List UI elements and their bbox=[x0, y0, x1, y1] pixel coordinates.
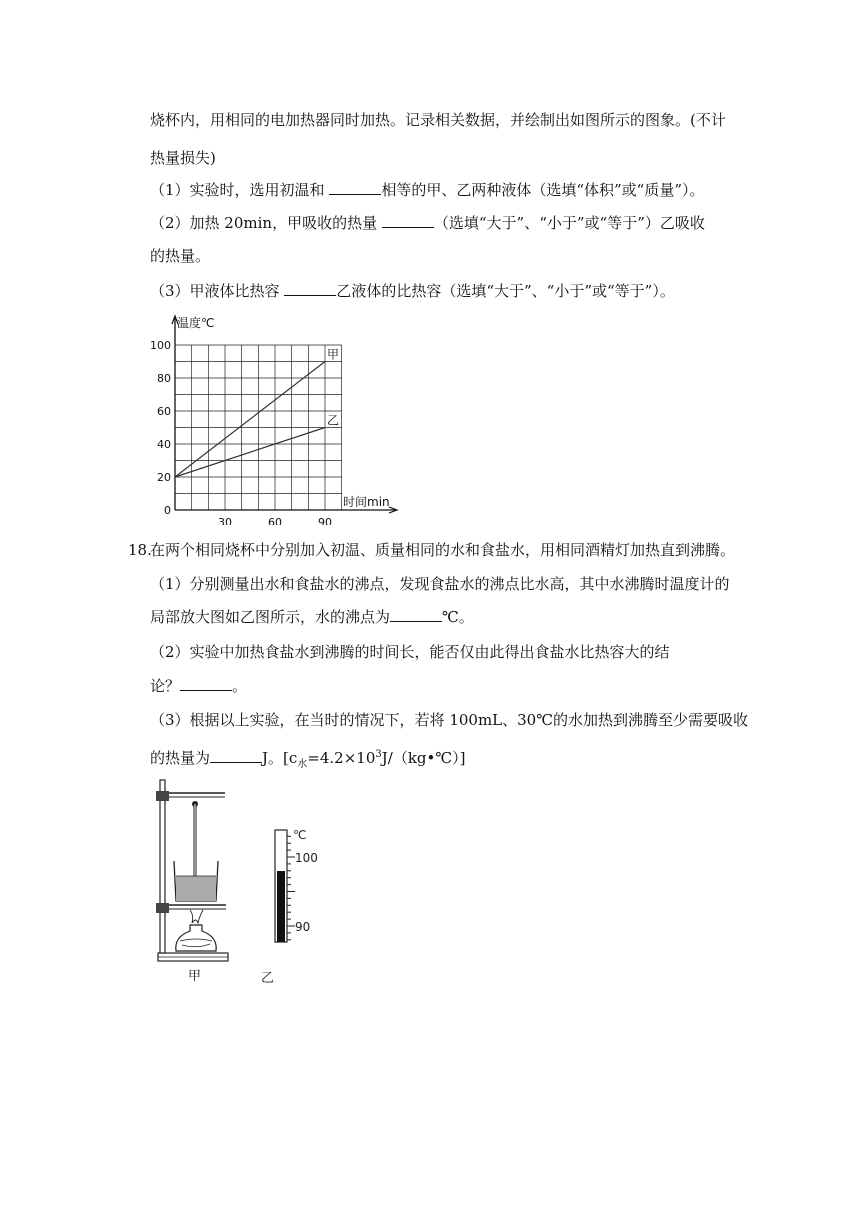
top-clamp bbox=[156, 791, 169, 801]
q17-sub3-post: 乙液体的比热容（选填“大于”、“小于”或“等于”）。 bbox=[336, 282, 675, 300]
q17-sub2-line2: 的热量。 bbox=[150, 247, 211, 265]
q17-sub3-pre: （3）甲液体比热容 bbox=[150, 282, 285, 300]
series-line bbox=[175, 362, 325, 478]
q18-sub2-pre: 论？ bbox=[150, 677, 181, 695]
beaker-water bbox=[176, 876, 216, 901]
y-tick-label: 80 bbox=[157, 372, 171, 385]
q18-sub1-line1: （1）分别测量出水和食盐水的沸点，发现食盐水的沸点比水高，其中水沸腾时温度计的 bbox=[150, 575, 730, 593]
q18-blank-3[interactable] bbox=[210, 748, 262, 763]
q18-number: 18. bbox=[128, 541, 152, 559]
y-axis-label: 温度℃ bbox=[177, 316, 215, 330]
x-tick-label: 60 bbox=[268, 516, 282, 525]
chart-series bbox=[175, 362, 325, 478]
figure-label-yi: 乙 bbox=[261, 971, 275, 986]
q18-sub3-line2 bbox=[150, 745, 466, 775]
y-tick-label: 40 bbox=[157, 438, 171, 451]
thermometer-closeup-figure bbox=[255, 825, 325, 990]
q18-sub1-line2 bbox=[150, 607, 474, 627]
q18-sub3-mid: J。[c bbox=[262, 749, 298, 767]
temperature-time-chart bbox=[140, 310, 430, 525]
q17-sub2-post: （选填“大于”、“小于”或“等于”）乙吸收 bbox=[433, 214, 705, 232]
thermometer-label-90: 90 bbox=[295, 920, 311, 934]
q17-text-line2: 热量损失) bbox=[150, 149, 216, 167]
chart-grid bbox=[175, 345, 342, 510]
series-label: 乙 bbox=[327, 413, 340, 428]
q17-sub1-pre: （1）实验时，选用初温和 bbox=[150, 181, 330, 199]
q17-sub3 bbox=[150, 281, 675, 301]
q18-sub1-post: ℃。 bbox=[442, 608, 474, 626]
mercury-column bbox=[277, 871, 285, 942]
q18-blank-1[interactable] bbox=[390, 607, 442, 622]
q18-sub1-pre: 局部放大图如乙图所示，水的沸点为 bbox=[150, 608, 391, 626]
ring-clamp bbox=[156, 903, 169, 913]
flame bbox=[190, 910, 203, 923]
y-tick-label: 60 bbox=[157, 405, 171, 418]
y-tick-label: 20 bbox=[157, 471, 171, 484]
x-tick-label: 30 bbox=[218, 516, 232, 525]
q17-blank-1[interactable] bbox=[329, 180, 381, 195]
q17-text-line1: 烧杯内，用相同的电加热器同时加热。记录相关数据，并绘制出如图所示的图象。(不计 bbox=[150, 111, 726, 129]
q18-sub3-unit: J/（kg•℃）] bbox=[381, 749, 466, 767]
y-tick-label: 100 bbox=[150, 339, 171, 352]
q18-sub2-line1: （2）实验中加热食盐水到沸腾的时间长，能否仅由此得出食盐水比热容大的结 bbox=[150, 643, 670, 661]
q17-sub1-post: 相等的甲、乙两种液体（选填“体积”或“质量”）。 bbox=[381, 181, 705, 199]
q18-intro: 在两个相同烧杯中分别加入初温、质量相同的水和食盐水，用相同酒精灯加热直到沸腾。 bbox=[150, 541, 736, 559]
stand-rod bbox=[160, 780, 165, 953]
q17-blank-3[interactable] bbox=[284, 281, 336, 296]
q18-sub3-superscript: 3 bbox=[375, 749, 382, 760]
q18-sub3-eq: =4.2×10 bbox=[307, 749, 376, 767]
x-tick-label: 90 bbox=[318, 516, 332, 525]
x-axis-label: 时间min bbox=[343, 495, 390, 509]
series-label: 甲 bbox=[327, 347, 340, 362]
q18-sub3-pre: 的热量为 bbox=[150, 749, 211, 767]
boiling-apparatus-figure bbox=[150, 775, 240, 990]
chart-axes bbox=[172, 316, 397, 513]
q17-sub2 bbox=[150, 213, 705, 233]
thermometer-unit: ℃ bbox=[293, 828, 307, 842]
figure-label-jia: 甲 bbox=[188, 969, 202, 984]
series-line bbox=[175, 428, 325, 478]
q18-sub3-subscript: 水 bbox=[297, 759, 308, 770]
q18-sub2-post: 。 bbox=[232, 677, 248, 695]
q18-blank-2[interactable] bbox=[180, 676, 232, 691]
thermometer-label-100: 100 bbox=[295, 851, 318, 865]
q18-sub3-line1: （3）根据以上实验，在当时的情况下，若将 100mL、30℃的水加热到沸腾至少需要吸收 bbox=[150, 711, 748, 729]
q18-sub2-line2 bbox=[150, 676, 247, 696]
thermometer-ticks bbox=[287, 836, 295, 940]
q17-sub2-pre: （2）加热 20min，甲吸收的热量 bbox=[150, 214, 382, 232]
q17-blank-2[interactable] bbox=[382, 213, 434, 228]
q17-sub1 bbox=[150, 180, 705, 200]
y-tick-label: 0 bbox=[164, 504, 171, 517]
